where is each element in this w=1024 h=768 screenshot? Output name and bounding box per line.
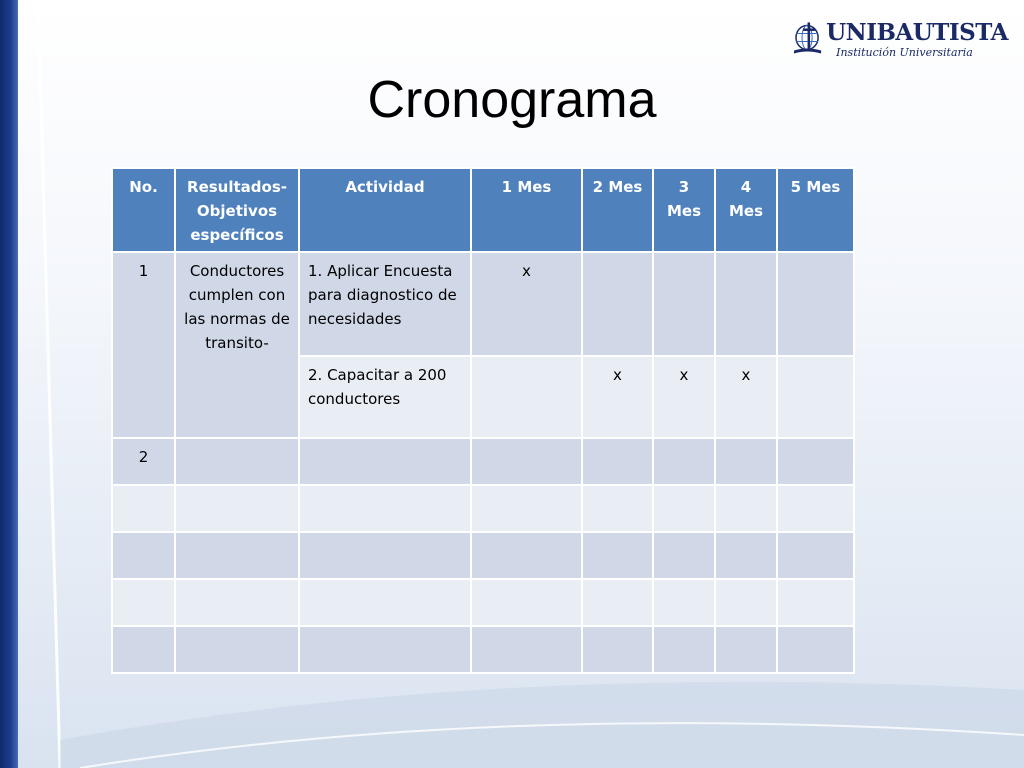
empty-cell xyxy=(777,438,854,485)
empty-cell xyxy=(715,532,777,579)
empty-cell xyxy=(471,626,582,673)
empty-cell xyxy=(653,579,715,626)
month-cell: x xyxy=(471,252,582,356)
empty-cell xyxy=(299,532,471,579)
empty-cell xyxy=(777,485,854,532)
header-cell: Actividad xyxy=(299,168,471,252)
empty-cell xyxy=(175,485,299,532)
globe-book-icon xyxy=(792,2,824,76)
header-cell: 2 Mes xyxy=(582,168,653,252)
table-row xyxy=(112,532,854,579)
table-row xyxy=(112,579,854,626)
slide-title: Cronograma xyxy=(367,71,657,129)
month-cell: x xyxy=(582,356,653,438)
empty-cell xyxy=(112,626,175,673)
empty-cell xyxy=(471,438,582,485)
header-cell: Resultados-Objetivos específicos xyxy=(175,168,299,252)
empty-cell xyxy=(715,485,777,532)
empty-cell xyxy=(112,532,175,579)
empty-cell xyxy=(471,485,582,532)
header-cell: 3 Mes xyxy=(653,168,715,252)
month-cell: x xyxy=(653,356,715,438)
table-header-row xyxy=(112,168,854,252)
empty-cell xyxy=(715,579,777,626)
row-number: 2 xyxy=(112,438,175,485)
header-cell: 5 Mes xyxy=(777,168,854,252)
row-number: 1 xyxy=(112,252,175,438)
empty-cell xyxy=(777,579,854,626)
activity-cell: 1. Aplicar Encuesta para diagnostico de necesidades xyxy=(299,252,471,356)
table-row xyxy=(112,252,854,356)
header-cell: 4 Mes xyxy=(715,168,777,252)
month-cell xyxy=(777,252,854,356)
header-cell: No. xyxy=(112,168,175,252)
empty-cell xyxy=(175,579,299,626)
table-row xyxy=(112,626,854,673)
month-cell xyxy=(777,356,854,438)
table-row xyxy=(112,485,854,532)
empty-cell xyxy=(299,579,471,626)
empty-cell xyxy=(582,532,653,579)
schedule-table xyxy=(111,167,855,674)
empty-cell xyxy=(175,626,299,673)
empty-cell xyxy=(653,626,715,673)
empty-cell xyxy=(471,579,582,626)
empty-cell xyxy=(582,579,653,626)
logo-name: UNIBAUTISTA xyxy=(826,18,1008,46)
month-cell xyxy=(653,252,715,356)
empty-cell xyxy=(175,532,299,579)
month-cell xyxy=(582,252,653,356)
empty-cell xyxy=(582,438,653,485)
table-row xyxy=(112,438,854,485)
month-cell: x xyxy=(715,356,777,438)
empty-cell xyxy=(299,438,471,485)
unibautista-logo xyxy=(792,0,1008,78)
empty-cell xyxy=(471,532,582,579)
activity-cell: 2. Capacitar a 200 conductores xyxy=(299,356,471,438)
empty-cell xyxy=(582,485,653,532)
logo-subtitle: Institución Universitaria xyxy=(836,45,973,59)
result-cell: Conductores cumplen con las normas de transito- xyxy=(175,252,299,438)
empty-cell xyxy=(777,532,854,579)
empty-cell xyxy=(715,438,777,485)
empty-cell xyxy=(112,485,175,532)
empty-cell xyxy=(653,485,715,532)
empty-cell xyxy=(582,626,653,673)
month-cell xyxy=(715,252,777,356)
empty-cell xyxy=(299,485,471,532)
empty-cell xyxy=(175,438,299,485)
empty-cell xyxy=(112,579,175,626)
empty-cell xyxy=(299,626,471,673)
empty-cell xyxy=(777,626,854,673)
month-cell xyxy=(471,356,582,438)
empty-cell xyxy=(653,532,715,579)
header-cell: 1 Mes xyxy=(471,168,582,252)
empty-cell xyxy=(653,438,715,485)
empty-cell xyxy=(715,626,777,673)
